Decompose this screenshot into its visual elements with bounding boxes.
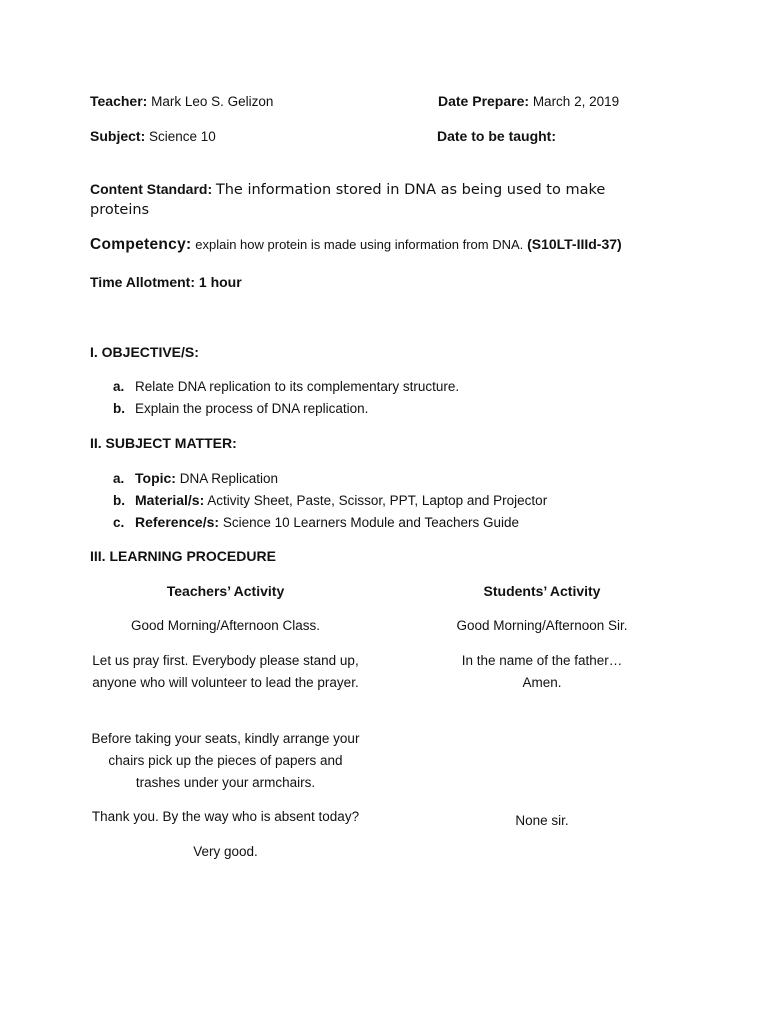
list-marker: c.: [113, 515, 125, 530]
time-allotment: Time Allotment: 1 hour: [90, 274, 242, 290]
list-marker: b.: [113, 493, 125, 508]
subject-matter-heading: II. SUBJECT MATTER:: [90, 435, 237, 451]
teacher-line: Very good.: [193, 844, 258, 859]
teacher-line: Good Morning/Afternoon Class.: [130, 618, 321, 633]
teachers-activity-heading: Teachers’ Activity: [166, 583, 285, 599]
teacher-row: [90, 93, 273, 109]
competency-label: Competency:: [90, 236, 192, 253]
content-standard-label: Content Standard:: [90, 181, 213, 197]
materials-label: Material/s:: [135, 492, 205, 508]
date-taught-row: [437, 128, 556, 144]
competency-code: (S10LT-IIId-37): [527, 236, 622, 252]
student-line: None sir.: [515, 813, 569, 828]
students-activity-heading: Students’ Activity: [483, 583, 601, 599]
objectives-heading: I. OBJECTIVE/S:: [90, 344, 199, 360]
teacher-label: Teacher:: [90, 93, 148, 109]
competency: [90, 236, 622, 254]
date-prepare-row: [438, 93, 619, 109]
subject-value: Science 10: [149, 129, 216, 144]
teacher-value: Mark Leo S. Gelizon: [151, 94, 274, 109]
subject-matter-item: [113, 514, 519, 530]
content-standard: [90, 180, 605, 220]
objective-text: Explain the process of DNA replication.: [135, 401, 369, 416]
procedure-heading: III. LEARNING PROCEDURE: [90, 548, 276, 564]
date-taught-label: Date to be taught:: [437, 128, 556, 144]
objective-item: [113, 401, 368, 416]
subject-matter-item: [113, 470, 278, 486]
objective-item: [113, 379, 459, 394]
list-marker: a.: [113, 471, 125, 486]
subject-matter-item: [113, 492, 547, 508]
competency-text: explain how protein is made using information from DNA.: [195, 237, 524, 252]
references-value: Science 10 Learners Module and Teachers Guide: [222, 515, 520, 530]
date-prepare-label: Date Prepare:: [438, 93, 530, 109]
content-standard-text-line2: proteins: [90, 202, 150, 218]
topic-value: DNA Replication: [179, 471, 279, 486]
materials-value: Activity Sheet, Paste, Scissor, PPT, Laptop and Projector: [207, 493, 548, 508]
subject-row: [90, 128, 216, 144]
list-marker: b.: [113, 401, 125, 416]
teacher-line: Before taking your seats, kindly arrange your chairs pick up the pieces of papers and trashes under your armchairs.: [91, 731, 360, 790]
date-prepare-value: March 2, 2019: [532, 94, 620, 109]
objective-text: Relate DNA replication to its complementary structure.: [135, 379, 460, 394]
content-standard-text-line1: The information stored in DNA as being used to make: [215, 182, 606, 198]
list-marker: a.: [113, 379, 125, 394]
references-label: Reference/s:: [135, 514, 220, 530]
student-line: In the name of the father… Amen.: [461, 653, 623, 690]
topic-label: Topic:: [135, 470, 176, 486]
student-line: Good Morning/Afternoon Sir.: [456, 618, 628, 633]
teacher-line: Thank you. By the way who is absent today?: [91, 809, 360, 824]
teacher-line: Let us pray first. Everybody please stand up, anyone who will volunteer to lead the prayer.: [92, 653, 359, 690]
subject-label: Subject:: [90, 128, 146, 144]
